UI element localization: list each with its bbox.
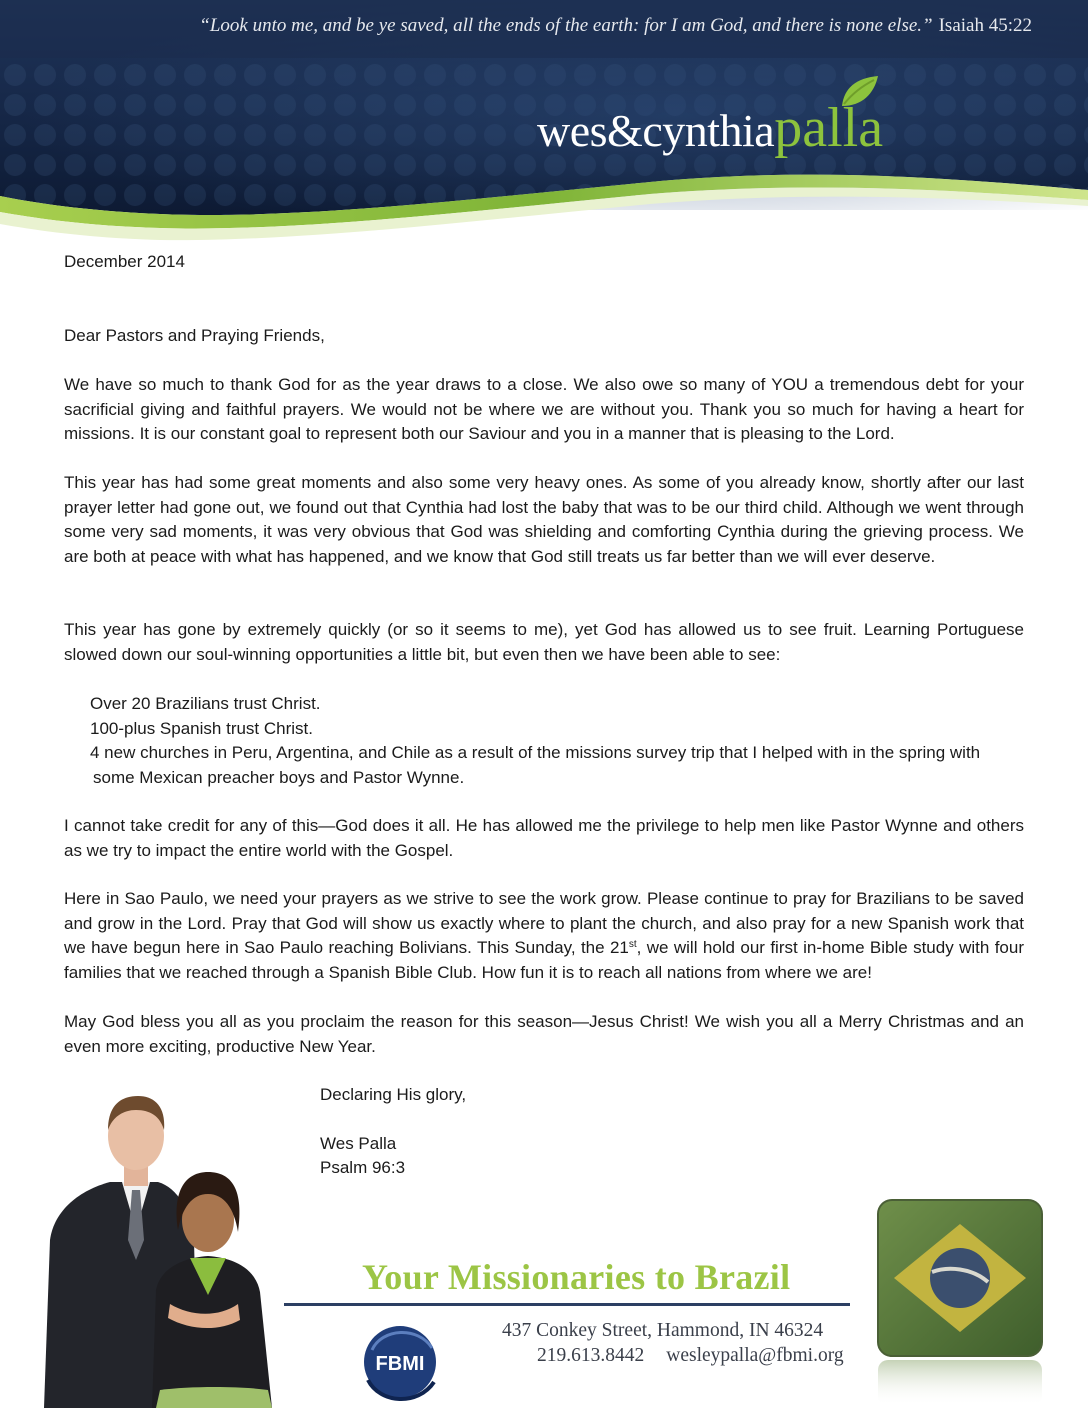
letter-date: December 2014 <box>64 252 185 271</box>
missionary-couple-photo <box>40 1090 300 1408</box>
signature-verse: Psalm 96:3 <box>320 1158 406 1177</box>
sao-paulo-text-start: Here in Sao Paulo, we need your prayers as we strive to see the work grow. Please continue to pray for Brazilians to be saved and grow in the Lord. Pray that God will show us exactly where to plant the church, and also pray for a new Spanish work that we have begun here in Sao Paulo reaching Bolivians. This Sunday, the 21 <box>64 889 1024 957</box>
paragraph-thanks: We have so much to thank God for as the year draws to a close. We also owe so many of YOU a tremendous debt for your sacrificial giving and faithful prayers. We would not be where we are without you. Thank you so much for having a heart for missions. It is our constant goal to represent both our Saviour and you in a manner that is pleasing to the Lord. <box>64 375 1024 443</box>
sao-paulo-text-end: , we will hold our first in-home Bible study with four families that we reached through a Spanish Bible Club. How fun it is to reach all nations from where we are! <box>64 938 1025 982</box>
salutation: Dear Pastors and Praying Friends, <box>64 326 325 345</box>
fbmi-logo-icon <box>362 1320 442 1408</box>
logo-names: wes&cynthia <box>537 105 775 156</box>
fruit-list <box>90 692 1020 790</box>
tagline: Your Missionaries to Brazil <box>362 1257 791 1297</box>
brazil-flag-icon <box>868 1196 1048 1408</box>
list-item: 4 new churches in Peru, Argentina, and Chile as a result of the missions survey trip that I helped with in the spring with <box>90 743 981 762</box>
paragraph-blessing: May God bless you all as you proclaim the reason for this season—Jesus Christ! We wish you all a Merry Christmas and an even more exciting, productive New Year. <box>64 1012 1024 1056</box>
fbmi-badge-text: FBMI <box>375 1353 425 1375</box>
closing: Declaring His glory, <box>320 1085 467 1104</box>
email-address: wesleypalla@fbmi.org <box>666 1345 844 1366</box>
footer-divider <box>284 1303 850 1306</box>
phone-number: 219.613.8442 <box>537 1345 645 1366</box>
verse-reference: Isaiah 45:22 <box>938 15 1032 36</box>
mailing-address: 437 Conkey Street, Hammond, IN 46324 <box>502 1320 824 1341</box>
paragraph-year-moments: This year has had some great moments and also some very heavy ones. As some of you already know, shortly after our last prayer letter had gone out, we found out that Cynthia had lost the baby that was to be our third child. Although we went through some very sad moments, it was very obvious that God was shielding and comforting Cynthia during the grieving process. We are both at peace with what has happened, and we know that God still treats us far better than we will ever deserve. <box>64 473 1024 566</box>
paragraph-credit: I cannot take credit for any of this—God does it all. He has allowed me the privilege to help men like Pastor Wynne and others as we try to impact the entire world with the Gospel. <box>64 816 1024 860</box>
paragraph-sao-paulo <box>64 887 1024 985</box>
letterhead-banner <box>0 0 1088 250</box>
list-item: 100-plus Spanish trust Christ. <box>90 718 313 738</box>
header-verse <box>0 15 1032 37</box>
list-item: Over 20 Brazilians trust Christ. <box>90 694 321 713</box>
verse-quote: “Look unto me, and be ye saved, all the ends of the earth: for I am God, and there is none else.” <box>199 15 933 36</box>
paragraph-fruit: This year has gone by extremely quickly (or so it seems to me), yet God has allowed us to see fruit. Learning Portuguese slowed down our soul-winning opportunities a little bit, but even then we have been able to see: <box>64 620 1024 664</box>
signature-name: Wes Palla <box>320 1134 397 1153</box>
list-item-continuation <box>90 766 1020 791</box>
logo-surname: palla <box>774 97 884 159</box>
ordinal-suffix: st <box>628 939 637 950</box>
contact-info <box>537 1345 844 1367</box>
list-item-continuation-text: some Mexican preacher boys and Pastor Wynne. <box>93 767 465 787</box>
family-logo <box>537 96 883 160</box>
